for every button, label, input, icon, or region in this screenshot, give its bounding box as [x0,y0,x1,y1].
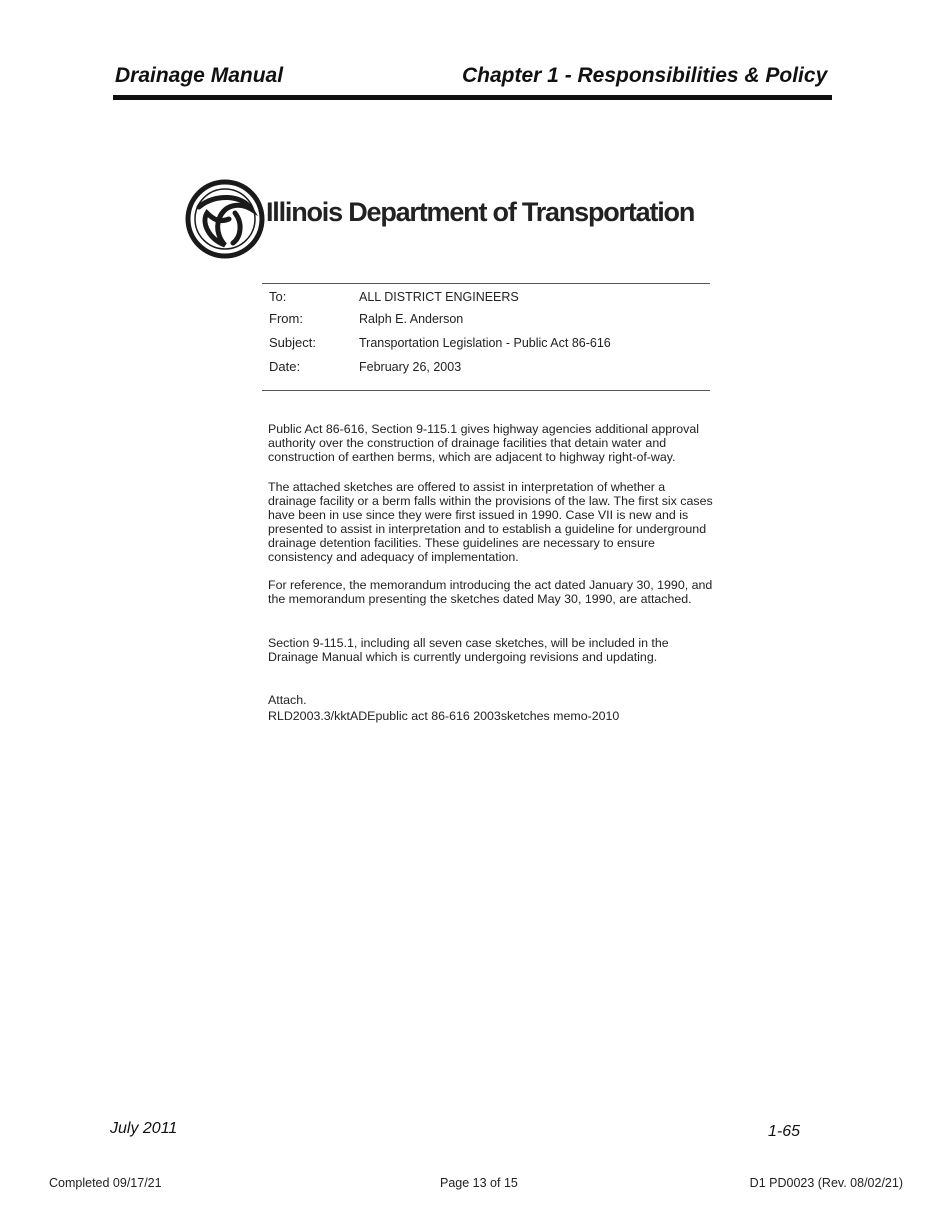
from-label: From: [269,311,303,326]
footer-date: July 2011 [110,1120,178,1137]
file-reference: RLD2003.3/kktADEpublic act 86-616 2003sketches memo-2010 [268,709,620,723]
memo-top-rule [262,283,710,284]
paragraph-1: Public Act 86-616, Section 9-115.1 gives highway agencies additional approval authority over the construction of drainage facilities that detain water and construction of earthen berms, which are adjacent to highway right-of-way. [268,422,699,464]
from-value: Ralph E. Anderson [359,312,464,326]
manual-title: Drainage Manual [115,64,284,87]
page-of-stamp: Page 13 of 15 [440,1176,518,1190]
paragraph-3: For reference, the memorandum introducing the act dated January 30, 1990, and the memorandum presenting the sketches dated May 30, 1990, are attached. [268,578,713,606]
attach-label: Attach. [268,693,307,707]
date-label: Date: [269,359,301,374]
completed-stamp: Completed 09/17/21 [49,1176,162,1190]
memo-bottom-rule [262,390,710,391]
chapter-title: Chapter 1 - Responsibilities & Policy [462,64,828,87]
footer-page-number: 1-65 [768,1123,801,1140]
paragraph-4: Section 9-115.1, including all seven case sketches, will be included in the Drainage Manual which is currently undergoing revisions and updating. [268,636,669,664]
subject-value: Transportation Legislation - Public Act 86-616 [359,336,611,350]
subject-label: Subject: [269,335,316,350]
to-value: ALL DISTRICT ENGINEERS [359,290,519,304]
date-value: February 26, 2003 [359,360,462,374]
paragraph-2: The attached sketches are offered to assist in interpretation of whether a drainage facility or a berm falls within the provisions of the law. The first six cases have been in use since they were first issued in 1990. Case VII is new and is presented to assist in interpretation and to establish a guideline for underground drainage detention facilities. These guidelines are necessary to ensure consistency and adequacy of implementation. [268,480,713,564]
agency-name: Illinois Department of Transportation [266,197,695,227]
header-rule [113,95,832,100]
form-id-stamp: D1 PD0023 (Rev. 08/02/21) [749,1176,903,1190]
to-label: To: [269,289,287,304]
idot-triskelion-logo-icon [185,179,265,259]
